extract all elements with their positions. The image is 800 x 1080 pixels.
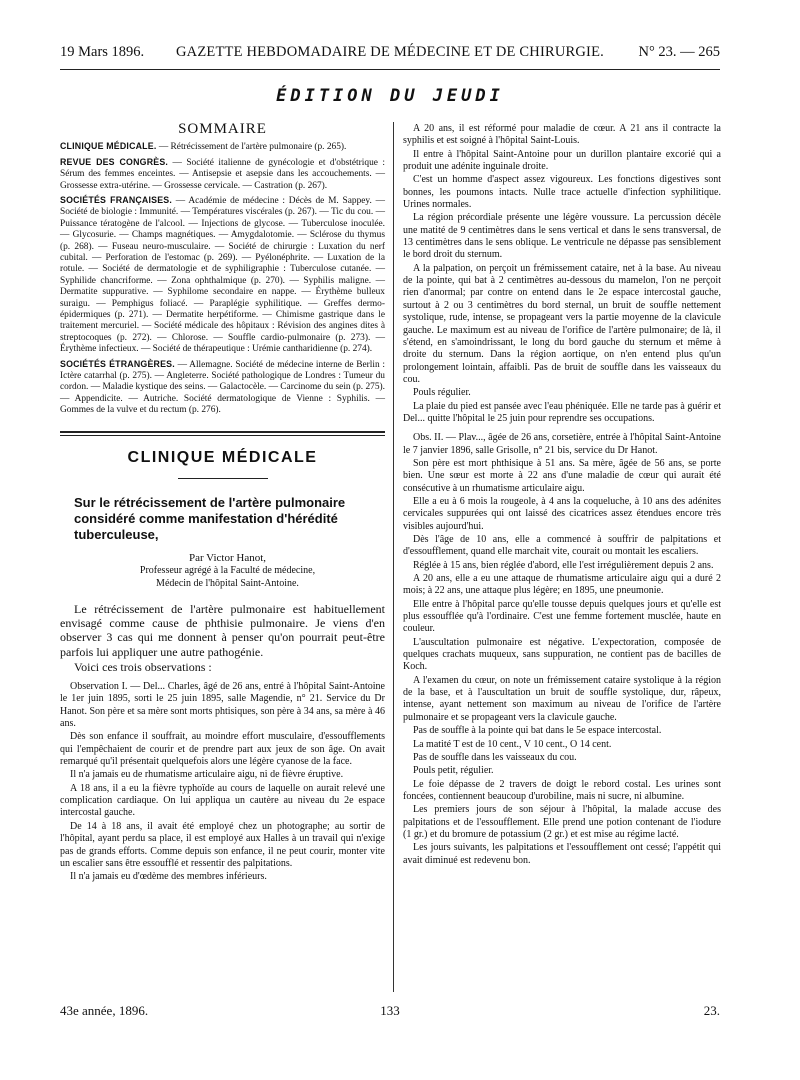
body-paragraph: La région précordiale présente une légère voussure. La percussion décèle une matité de 9 centimètres dans le sens vertical et dans le sens transversal, de 13 centimètres dans le sens oblique. Le ventricule ne dépasse pas sensiblement le bord droit du sternum.: [403, 212, 721, 261]
footer-issue-number: 23.: [703, 1003, 720, 1018]
sommaire-entry: CLINIQUE MÉDICALE. — Rétrécissement de l'artère pulmonaire (p. 265).: [60, 141, 347, 153]
footer-page-number: 133: [380, 1003, 400, 1018]
body-paragraph: L'auscultation pulmonaire est négative. L'expectoration, composée de quelques crachats muqueux, sans suppuration, ne contient pas de bacilles de Koch.: [403, 636, 721, 673]
sommaire-title: SOMMAIRE: [178, 121, 267, 137]
body-paragraph: Pas de souffle à la pointe qui bat dans le 5e espace intercostal.: [413, 725, 662, 737]
body-paragraph: Il n'a jamais eu de rhumatisme articulaire aigu, ni de fièvre éruptive.: [70, 769, 344, 781]
body-paragraph: A 20 ans, elle a eu une attaque de rhumatisme articulaire aigu qui a duré 2 mois; à 22 ans, une attaque plus légère; en 1895, une pneumonie.: [403, 573, 721, 597]
header-date: 19 Mars 1896.: [60, 44, 145, 60]
intro-paragraph: Le rétrécissement de l'artère pulmonaire est habituellement envisagé comme cause de phthisie pulmonaire. Je viens d'en observer 3 cas qui me donnent à penser qu'on pourrait peut-être parfois lui appliquer une autre pathogénie.: [60, 602, 385, 659]
article-title: Sur le rétrécissement de l'artère pulmonaire considéré comme manifestation d'hérédité tuberculeuse,: [74, 495, 346, 543]
observation-text-left: [60, 681, 385, 884]
body-paragraph: Dès son enfance il souffrait, au moindre effort musculaire, d'essoufflements qui l'empêchaient de courir et de prendre part aux jeux de son âge. On avait remarqué qu'il présentait quelquefois alors une légère cyanose de la face.: [60, 731, 385, 768]
section-title: CLINIQUE MÉDICALE: [127, 448, 318, 466]
body-paragraph: La plaie du pied est pansée avec l'eau phéniquée. Elle ne tarde pas à guérir et Del... quitte l'hôpital le 25 juin pour reprendre ses occupations.: [403, 400, 721, 424]
section-divider: [60, 431, 385, 436]
body-paragraph: Pas de souffle dans les vaisseaux du cou.: [413, 751, 577, 763]
sommaire-list: [60, 141, 385, 416]
body-paragraph: Elle a eu à 6 mois la rougeole, à 4 ans la coqueluche, à 10 ans des adénites cervicales suppurées qui ont laissé des cicatrices assez étendues encore très visibles aujourd'hui.: [403, 495, 721, 532]
header-journal-title: GAZETTE HEBDOMADAIRE DE MÉDECINE ET DE CHIRURGIE.: [176, 44, 604, 60]
header-issue-page: N° 23. — 265: [638, 44, 720, 60]
running-header: [60, 44, 720, 66]
body-paragraph: La matité T est de 10 cent., V 10 cent., O 14 cent.: [413, 738, 612, 750]
sommaire-entry: REVUE DES CONGRÈS. — Société italienne de gynécologie et d'obstétrique : Sérum des femmes enceintes. — Antisepsie et asepsie dans les accouchements. — Grossesse extra-utérine. — Grossesse cervicale. — Castration (p. 267).: [60, 156, 385, 191]
edition-label: ÉDITION DU JEUDI: [276, 86, 504, 106]
body-paragraph: De 14 à 18 ans, il avait été employé chez un photographe; au sortir de l'hôpital, ayant perdu sa place, il est employé aux Halles à un travail qui n'exige pas de grands efforts. Comme depuis son enfance, il ne peut courir, monter vite un escalier sans être essoufflé et ressentir des palpitations.: [60, 820, 385, 869]
left-column: [60, 123, 385, 885]
body-paragraph: Dès l'âge de 10 ans, elle a commencé à souffrir de palpitations et d'essoufflement, quand elle marchait vite, courait ou montait les escaliers.: [403, 534, 721, 558]
right-column: [403, 123, 721, 868]
article-intro: [60, 602, 385, 674]
header-rule: [60, 69, 720, 70]
body-paragraph: Elle entre à l'hôpital parce qu'elle tousse depuis quelques jours et qu'elle est plus essoufflée qu'à l'ordinaire. C'est une femme fortement musclée, haute en couleur.: [403, 598, 721, 635]
author-affiliation: Professeur agrégé à la Faculté de médecine,: [139, 565, 316, 577]
body-paragraph: Réglée à 15 ans, bien réglée d'abord, elle l'est irrégulièrement depuis 2 ans.: [413, 559, 714, 571]
column-divider: [393, 122, 394, 992]
body-paragraph: Les premiers jours de son séjour à l'hôpital, la malade accuse des palpitations et de l'essoufflement. Elle prend une potion contenant de l'iodure (1 gr.) et du bromure de potassium (2 gr.) et est mise au régime lacté.: [403, 804, 721, 840]
sommaire-entry: SOCIÉTÉS ÉTRANGÈRES. — Allemagne. Société de médecine interne de Berlin : Ictère catarrhal (p. 275). — Angleterre. Société pathologique de Londres : Tumeur du cordon. — Maladie kystique des seins. — Galactocèle. — Carcinome du sein (p. 275). — Appendicite. — Autriche. Société dermatologique de Vienne : Syphilis. — Gommes de la vulve et du rectum (p. 276).: [60, 358, 386, 416]
title-rule: [178, 478, 268, 479]
body-paragraph: Les jours suivants, les palpitations et l'essoufflement ont cessé; l'appétit qui avait diminué est redevenu bon.: [403, 842, 721, 866]
body-paragraph: Pouls petit, régulier.: [413, 765, 494, 777]
body-paragraph: C'est un homme d'aspect assez vigoureux. Les fonctions digestives sont bonnes, les poumons intacts. Nulle trace actuelle d'infection syphilitique. Urines normales.: [403, 174, 721, 211]
body-paragraph: A la palpation, on perçoit un frémissement cataire, net à la base. Au niveau de la pointe, qui bat à 2 centimètres au-dessous du mamelon, l'on ne perçoit rien d'anormal; par contre on entend dans le 2e espace intercostal gauche, surtout à 2 ou 3 centimètres du bord sternal, un bruit de souffle nettement systolique, rude, intense, se propageant vers la partie moyenne de la clavicule gauche. Le maximum est au niveau de l'orifice de l'artère pulmonaire; de là, il s'étend, en s'amoindrissant, le long du bord gauche du sternum et même à droite du sternum. Dans la région aortique, on n'en entend plus qu'un prolongement lointain, affaibli. Pas de bruit de souffle dans les vaisseaux du cou.: [403, 262, 721, 385]
body-paragraph: Pouls régulier.: [413, 387, 471, 399]
body-paragraph: A l'examen du cœur, on note un frémissement cataire systolique à la région de la base, et à l'auscultation un bruit de souffle systolique, dur, râpeux, intense, ayant nettement son maximum au niveau de l'orifice de l'artère pulmonaire et se propageant vers la clavicule gauche.: [403, 674, 721, 723]
body-paragraph: Observation I. — Del... Charles, âgé de 26 ans, entré à l'hôpital Saint-Antoine le 1er juin 1895, sorti le 25 juin 1895, salle Magendie, n° 21. Service du Dr Hanot. Son père et sa mère sont morts phtisiques, son père à 34 ans, sa mère à 46 ans.: [60, 681, 385, 730]
body-paragraph: A 18 ans, il a eu la fièvre typhoïde au cours de laquelle on aurait relevé une complication cardiaque. On lui appliqua un cautère au niveau du 2e espace intercostal gauche.: [60, 782, 385, 819]
body-paragraph: Son père est mort phthisique à 51 ans. Sa mère, âgée de 56 ans, se porte bien. Une sœur est morte à 22 ans d'une maladie de cœur qui aurait été consécutive à un rhumatisme articulaire aigu.: [403, 457, 721, 494]
observation-heading-paragraph: Obs. II. — Plav..., âgée de 26 ans, corsetière, entrée à l'hôpital Saint-Antoine le 7 janvier 1896, salle Grisolle, n° 21 bis, service du Dr Hanot.: [403, 432, 721, 456]
body-paragraph: Il n'a jamais eu d'œdème des membres inférieurs.: [70, 871, 267, 883]
intro-paragraph: Voici ces trois observations :: [74, 659, 212, 674]
article-author: Par Victor Hanot,: [188, 552, 267, 565]
page-footer: [60, 1003, 720, 1021]
body-paragraph: Il entre à l'hôpital Saint-Antoine pour un durillon plantaire excorié qui a produit une adénite inguinale droite.: [403, 148, 721, 173]
sommaire-entry: SOCIÉTÉS FRANÇAISES. — Académie de médecine : Décès de M. Sappey. — Société de biologie : Immunité. — Températures viscérales (p. 267). — Tic du cou. — Puissance tératogène de l'alcool. — Injections de glycose. — Tuberculose inoculée. — Glycosurie. — Champs magnétiques. — Amygdalotomie. — Sclérose du thymus (p. 268). — Fuseau neuro-musculaire. — Société de chirurgie : Luxation du nerf cubital. — Perforation de l'estomac (p. 269). — Pyélonéphrite. — Luxation de la rotule. — Société de dermatologie et de syphiligraphie : Tuberculose cutanée. — Syphilide chancriforme. — Zona ophthalmique (p. 270). — Syphilis maligne. — Dermatite suppurative. — Syphilome secondaire en nappe. — Érythème bulleux suraigu. — Pemphigus foliacé. — Paraplégie syphilitique. — Greffes dermo-épidermiques (p. 271). — Dermatite herpétiforme. — Chimisme gastrique dans le traitement mercuriel. — Société médicale des hôpitaux : Révision des angines dites à streptocoques (p. 272). — Chlorose. — Souffle cardio-pulmonaire (p. 273). — Érythème infectieux. — Société de thérapeutique : Urémie cantharidienne (p. 274).: [60, 194, 385, 355]
body-paragraph: A 20 ans, il est réformé pour maladie de cœur. A 21 ans il contracte la syphilis et est soigné à l'hôpital Saint-Louis.: [403, 123, 721, 147]
author-affiliation: Médecin de l'hôpital Saint-Antoine.: [156, 577, 299, 589]
body-paragraph: Le foie dépasse de 2 travers de doigt le rebord costal. Les urines sont foncées, contiennent beaucoup d'urobiline, mais ni sucre, ni albumine.: [403, 778, 721, 802]
footer-year: 43e année, 1896.: [60, 1003, 149, 1018]
